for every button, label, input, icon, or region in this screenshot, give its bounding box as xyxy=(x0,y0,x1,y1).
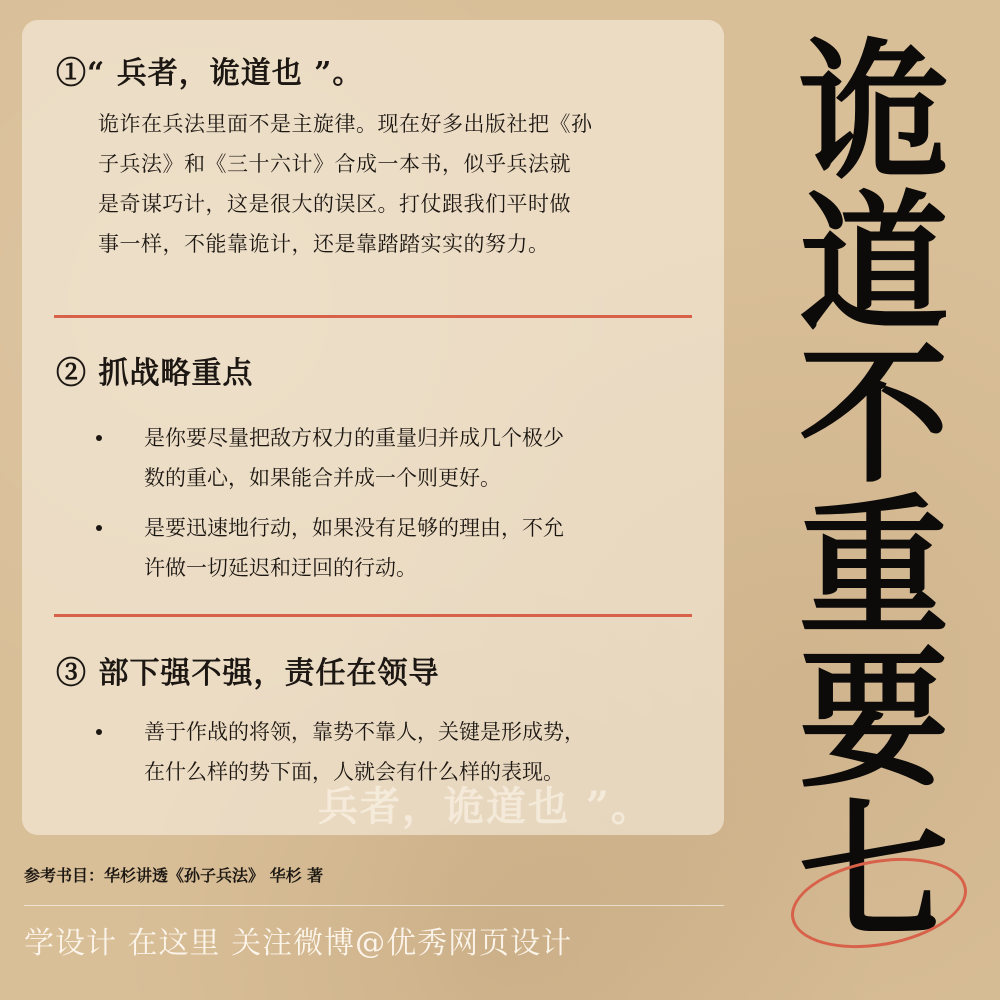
title-char: 重 xyxy=(798,480,949,656)
section-divider xyxy=(54,614,692,617)
bullet-line: 是要迅速地行动，如果没有足够的理由，不允 xyxy=(144,516,564,540)
title-char: 不 xyxy=(798,328,949,504)
bullet-dot-icon xyxy=(96,525,102,531)
paragraph-line: 子兵法》和《三十六计》合成一本书，似乎兵法就 xyxy=(98,152,571,176)
watermark-text: 兵者，诡道也 ”。 xyxy=(318,783,653,830)
bullet-line: 许做一切延迟和迂回的行动。 xyxy=(144,556,417,580)
paragraph-line: 诡诈在兵法里面不是主旋律。现在好多出版社把《孙 xyxy=(98,112,593,136)
bullet-line: 数的重心，如果能合并成一个则更好。 xyxy=(144,466,501,490)
footer-slogan: 学设计 在这里 关注微博@优秀网页设计 xyxy=(24,926,573,961)
section-2-heading: ② 抓战略重点 xyxy=(56,356,254,391)
section-divider xyxy=(54,315,692,318)
bullet-dot-icon xyxy=(96,729,102,735)
section-1-heading: ①“ 兵者，诡道也 ”。 xyxy=(56,56,364,91)
section-3-heading: ③ 部下强不强，责任在领导 xyxy=(56,656,440,691)
bullet-text xyxy=(144,508,564,588)
title-char: 要 xyxy=(798,632,949,808)
section-1-paragraph xyxy=(98,104,593,264)
vertical-title xyxy=(762,24,986,960)
reference-text: 参考书目：华杉讲透《孙子兵法》 华杉 著 xyxy=(24,866,324,885)
paragraph-line: 是奇谋巧计，这是很大的误区。打仗跟我们平时做 xyxy=(98,192,571,216)
paragraph-line: 事一样，不能靠诡计，还是靠踏踏实实的努力。 xyxy=(98,232,550,256)
title-char: 七 xyxy=(798,784,949,960)
bullet-text xyxy=(144,418,564,498)
bullet-line: 在什么样的势下面，人就会有什么样的表现。 xyxy=(144,760,564,784)
bullet-dot-icon xyxy=(96,435,102,441)
title-char: 诡 xyxy=(798,24,949,200)
bullet-line: 是你要尽量把敌方权力的重量归并成几个极少 xyxy=(144,426,564,450)
footer-divider xyxy=(24,905,724,906)
title-char: 道 xyxy=(798,176,949,352)
bullet-line: 善于作战的将领，靠势不靠人，关键是形成势， xyxy=(144,720,585,744)
